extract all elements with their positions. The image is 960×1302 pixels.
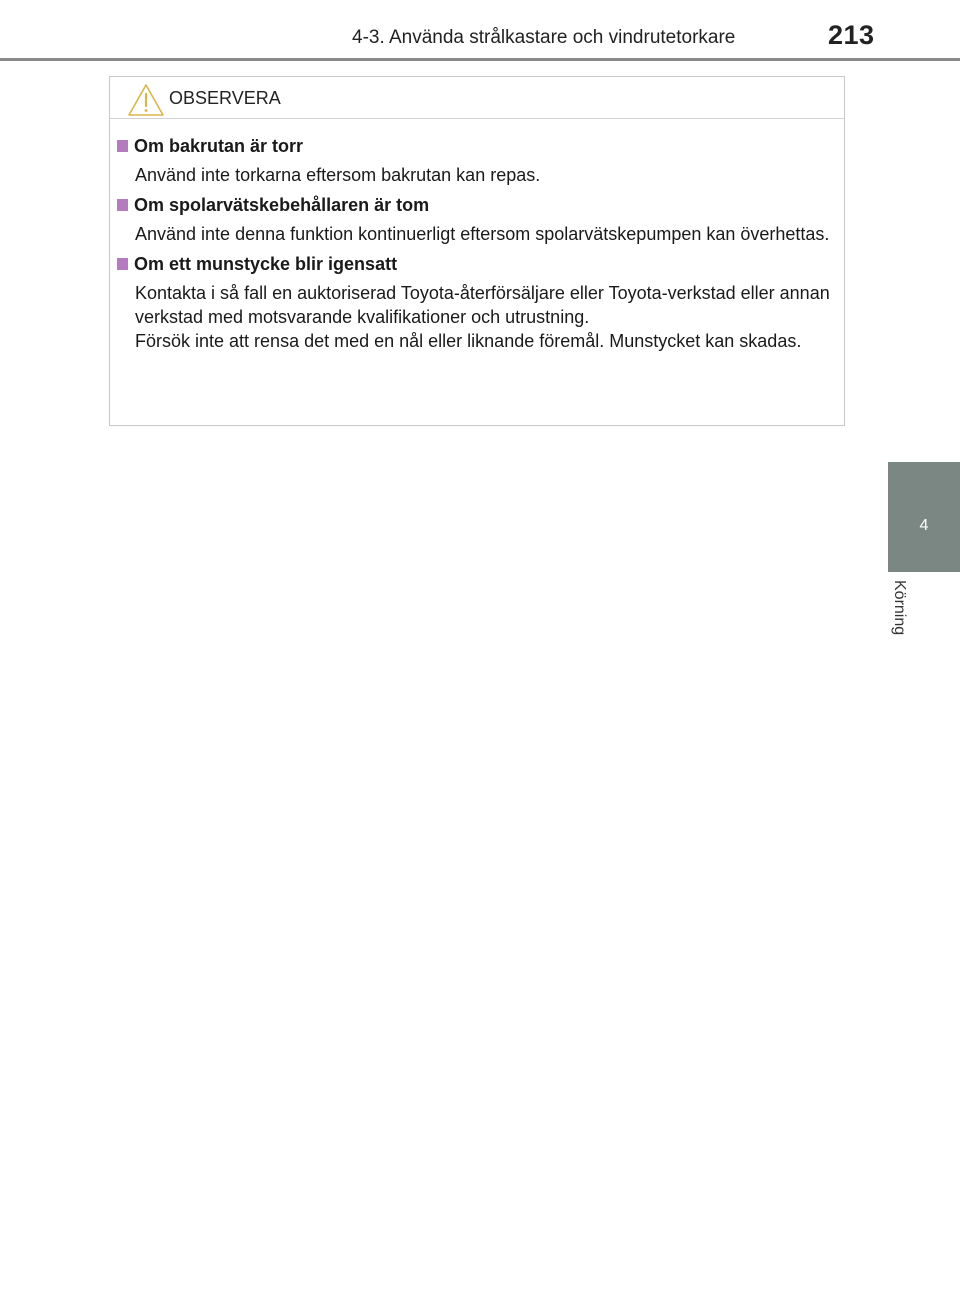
notice-item [110, 253, 844, 353]
item-text [110, 163, 844, 187]
item-paragraph: Försök inte att rensa det med en nål eller liknande föremål. Munstycket kan skadas. [135, 331, 802, 351]
item-heading-text: Om ett munstycke blir igensatt [134, 254, 398, 274]
chapter-tab[interactable] [888, 462, 960, 572]
item-paragraph: Använd inte denna funktion kontinuerligt eftersom spolarvätskepumpen kan överhettas. [135, 224, 830, 244]
item-paragraph: Använd inte torkarna eftersom bakrutan kan repas. [135, 165, 541, 185]
caution-notice-box [109, 76, 845, 426]
notice-title: OBSERVERA [169, 88, 281, 108]
section-title: 4-3. Använda strålkastare och vindrutetorkare [352, 27, 736, 48]
item-heading [110, 194, 844, 216]
square-bullet-icon [117, 258, 128, 270]
notice-item [110, 194, 844, 246]
square-bullet-icon [117, 140, 128, 152]
square-bullet-icon [117, 199, 128, 211]
chapter-number: 4 [919, 517, 929, 534]
item-heading-text: Om bakrutan är torr [134, 136, 304, 156]
item-paragraph: Kontakta i så fall en auktoriserad Toyota-återförsäljare eller Toyota-verkstad eller annan verkstad med motsvarande kvalifikationer och utrustning. [135, 283, 830, 327]
item-text [110, 281, 844, 353]
notice-item [110, 135, 844, 187]
notice-header [110, 77, 844, 119]
item-text [110, 222, 844, 246]
header-divider [0, 58, 960, 61]
page-number: 213 [828, 20, 875, 50]
item-heading [110, 253, 844, 275]
chapter-label-wrapper [891, 580, 920, 660]
warning-triangle-icon [127, 83, 165, 117]
item-heading-text: Om spolarvätskebehållaren är tom [134, 195, 430, 215]
notice-body [110, 135, 844, 360]
chapter-label: Körning [891, 580, 908, 636]
item-heading [110, 135, 844, 157]
